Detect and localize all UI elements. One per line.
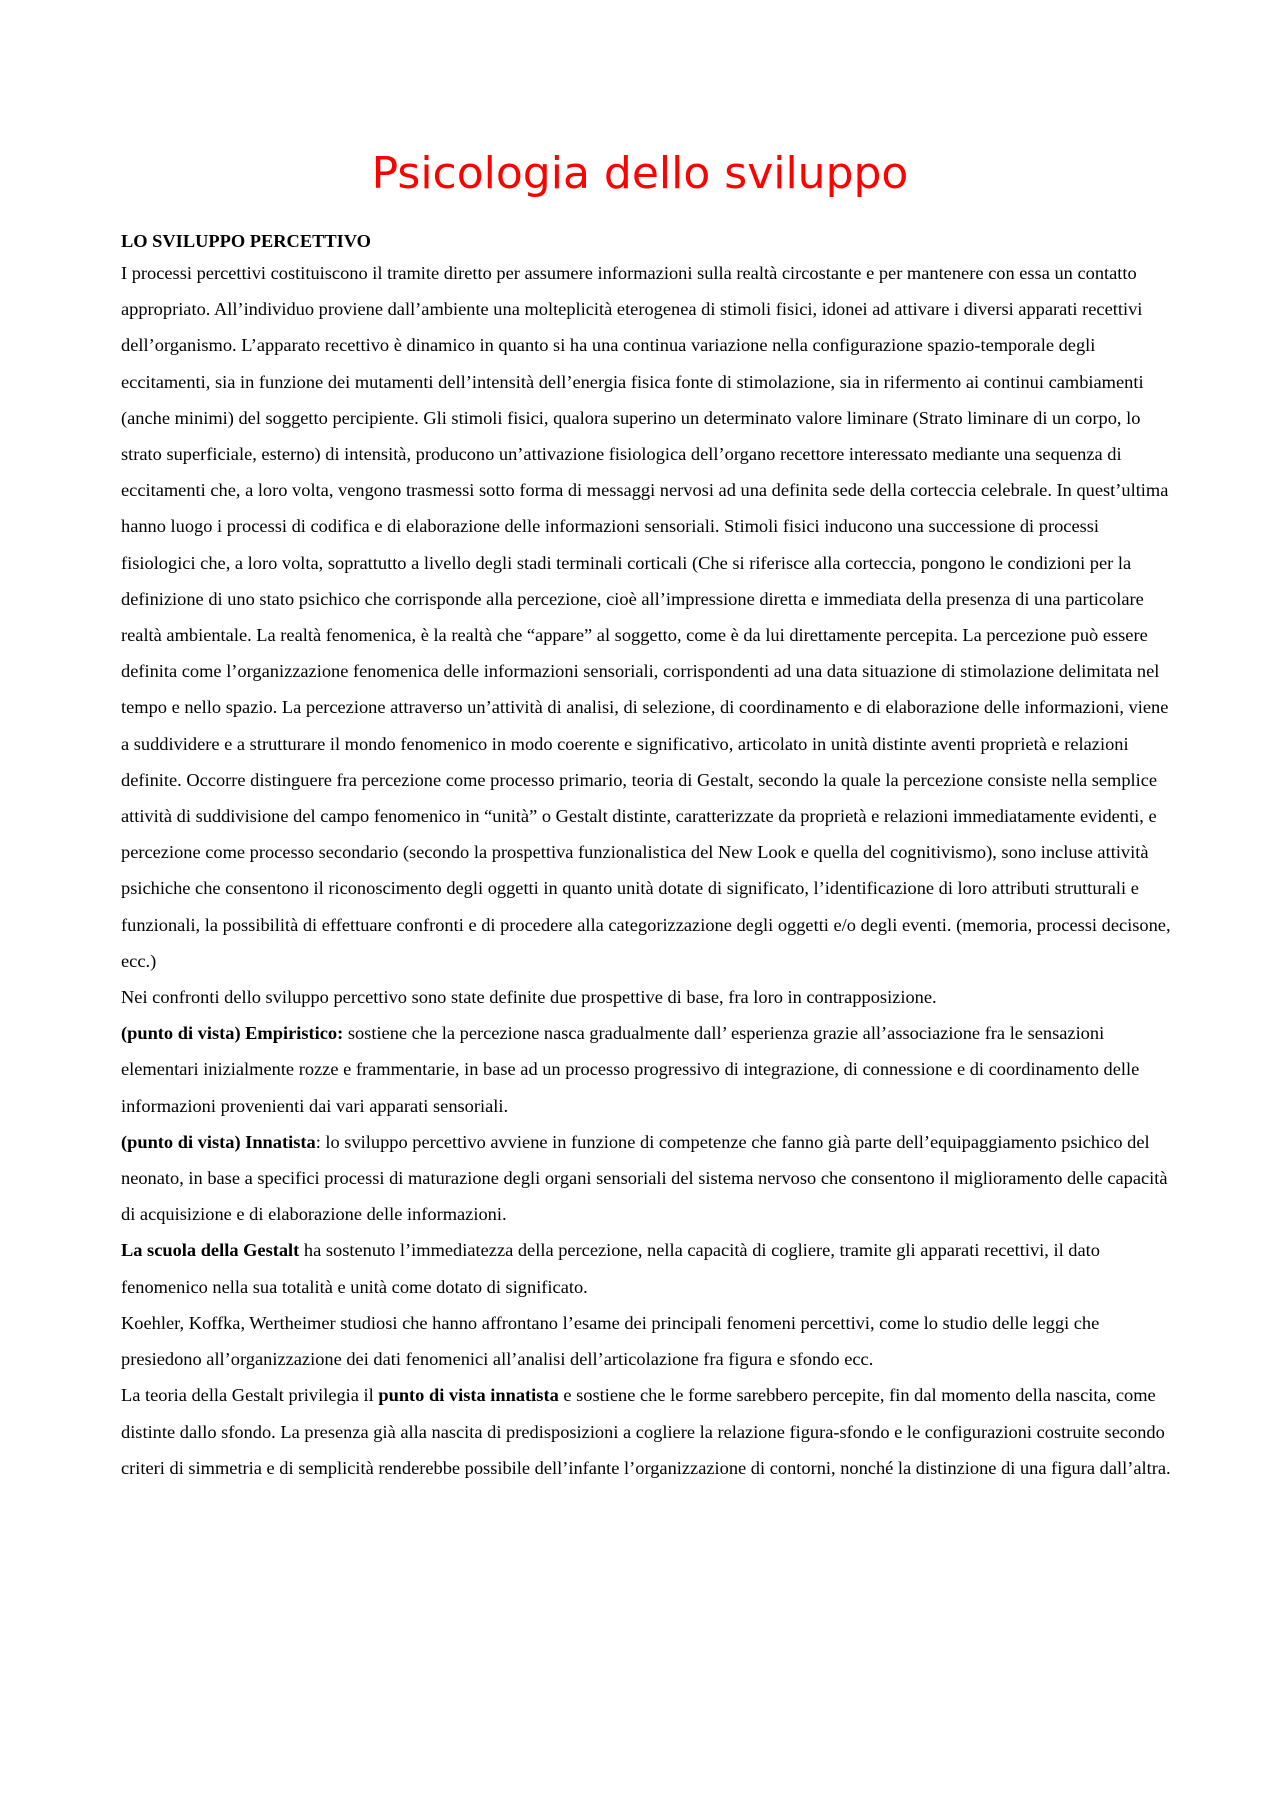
paragraph-gestalt-school-text: ha sostenuto l’immediatezza della percezione, nella capacità di cogliere, tramite gli apparati recettivi, il dato fenomenico nella sua totalità e unità come dotato di significato.: [121, 1240, 1100, 1297]
term-empiristico: (punto di vista) Empiristico:: [121, 1023, 344, 1044]
term-gestalt-school: La scuola della Gestalt: [121, 1240, 300, 1261]
document-body: [121, 228, 1171, 1486]
paragraph-gestalt-school: [121, 1232, 1171, 1304]
paragraph-empiristico-text: sostiene che la percezione nasca gradualmente dall’ esperienza grazie all’associazione fra le sensazioni elementari inizialmente rozze e frammentarie, in base ad un processo progressivo di integrazione, di connessione e di coordinamento delle informazioni provenienti dai vari apparati sensoriali.: [121, 1023, 1140, 1116]
paragraph-perspectives: Nei confronti dello sviluppo percettivo sono state definite due prospettive di base, fra loro in contrapposizione.: [121, 987, 937, 1008]
document-title: Psicologia dello sviluppo: [371, 148, 909, 199]
paragraph-innatista-text: : lo sviluppo percettivo avviene in funzione di competenze che fanno già parte dell’equipaggiamento psichico del neonato, in base a specifici processi di maturazione degli organi sensoriali del sistema nervoso che consentono il miglioramento delle capacità di acquisizione e di elaborazione delle informazioni.: [121, 1131, 1168, 1225]
paragraph-gestalt-theory-pre: La teoria della Gestalt privilegia il: [121, 1385, 379, 1406]
paragraph-authors: Koehler, Koffka, Wertheimer studiosi che hanno affrontano l’esame dei principali fenomeni percettivi, come lo studio delle leggi che presiedono all’organizzazione dei dati fenomenici all’analisi dell’articolazione fra figura e sfondo ecc.: [121, 1312, 1100, 1370]
paragraph-innatista: [121, 1124, 1171, 1233]
paragraph-intro: I processi percettivi costituiscono il tramite diretto per assumere informazioni sulla realtà circostante e per mantenere con essa un contatto appropriato. All’individuo proviene dall’ambiente una molteplicità eterogenea di stimoli fisici, idonei ad attivare i diversi apparati recettivi dell’organismo. L’apparato recettivo è dinamico in quanto si ha una continua variazione nella configurazione spazio-temporale degli eccitamenti, sia in funzione dei mutamenti dell’intensità dell’energia fisica fonte di stimolazione, sia in rifermento ai continui cambiamenti (anche minimi) del soggetto percipiente. Gli stimoli fisici, qualora superino un determinato valore liminare (Strato liminare di un corpo, lo strato superficiale, esterno) di intensità, producono un’attivazione fisiologica dell’organo recettore interessato mediante una sequenza di eccitamenti che, a loro volta, vengono trasmessi sotto forma di messaggi nervosi ad una definita sede della corteccia celebrale. In quest’ultima hanno luogo i processi di codifica e di elaborazione delle informazioni sensoriali. Stimoli fisici inducono una successione di processi fisiologici che, a loro volta, soprattutto a livello degli stadi terminali corticali (Che si riferisce alla corteccia, pongono le condizioni per la definizione di uno stato psichico che corrisponde alla percezione, cioè all’impressione diretta e immediata della presenza di una particolare realtà ambientale. La realtà fenomenica, è la realtà che “appare” al soggetto, come è da lui direttamente percepita. La percezione può essere definita come l’organizzazione fenomenica delle informazioni sensoriali, corrispondenti ad una data situazione di stimolazione delimitata nel tempo e nello spazio. La percezione attraverso un’attività di analisi, di selezione, di coordinamento e di elaborazione delle informazioni, viene a suddividere e a strutturare il mondo fenomenico in modo coerente e significativo, articolato in unità distinte aventi proprietà e relazioni definite. Occorre distinguere fra percezione come processo primario, teoria di Gestalt, secondo la quale la percezione consiste nella semplice attività di suddivisione del campo fenomenico in “unità” o Gestalt distinte, caratterizzate da proprietà e relazioni immediatamente evidenti, e percezione come processo secondario (secondo la prospettiva funzionalistica del New Look e quella del cognitivismo), sono incluse attività psichiche che consentono il riconoscimento degli oggetti in quanto unità dotate di significato, l’identificazione di loro attributi strutturali e funzionali, la possibilità di effettuare confronti e di procedere alla categorizzazione degli oggetti e/o degli eventi. (memoria, processi decisone, ecc.): [121, 263, 1171, 971]
paragraph-empiristico: [121, 1015, 1171, 1124]
term-innatista: (punto di vista) Innatista: [121, 1131, 316, 1152]
paragraph-gestalt-theory: [121, 1377, 1171, 1486]
paragraph-gestalt-theory-text: e sostiene che le forme sarebbero percepite, fin dal momento della nascita, come distinte dallo sfondo. La presenza già alla nascita di predisposizioni a cogliere la relazione figura-sfondo e le configurazioni costruite secondo criteri di simmetria e di semplicità renderebbe possibile dell’infante l’organizzazione di contorni, nonché la distinzione di una figura dall’altra.: [121, 1385, 1171, 1478]
section-heading: LO SVILUPPO PERCETTIVO: [121, 231, 371, 251]
term-innatista-view: punto di vista innatista: [378, 1385, 559, 1406]
